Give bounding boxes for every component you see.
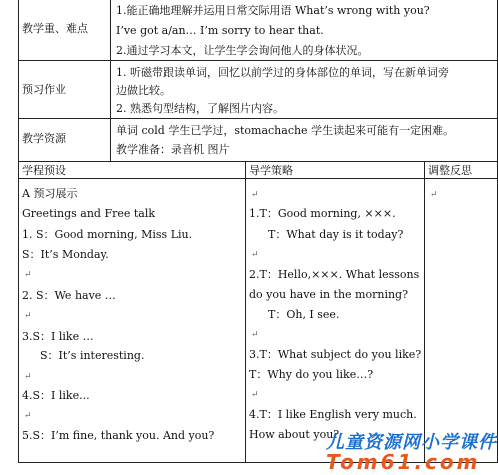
resources-line-2: 教学准备：录音机 图片 [116, 143, 230, 156]
watermark-logo [322, 426, 498, 475]
col2-line: 4.T：I like English very much. [249, 408, 417, 421]
key-points-line-3: 2.通过学习本文，让学生学会询问他人的身体状况。 [116, 44, 369, 57]
col1-line: 1. S：Good morning, Miss Liu. [22, 228, 193, 241]
col2-line: How about you? [249, 428, 340, 441]
table-line [18, 118, 498, 119]
col2-line: 3.T：What subject do you like? [249, 348, 422, 361]
section-heading: A 预习展示 [22, 187, 78, 200]
return-mark: ↵ [251, 330, 259, 340]
row-label-preview: 预习作业 [22, 83, 66, 96]
col1-line: 3.S：I like … [22, 330, 94, 343]
table-line [18, 0, 19, 462]
watermark-url: Tom61.com [326, 450, 481, 474]
table-line [18, 161, 498, 162]
preview-line-3: 2. 熟悉句型结构，了解图片内容。 [116, 102, 284, 115]
column-header-learning: 学程预设 [22, 164, 66, 177]
table-line [245, 161, 246, 462]
resources-line-1: 单词 cold 学生已学过，stomachache 学生读起来可能有一定困难。 [116, 124, 455, 137]
return-mark: ↵ [251, 250, 259, 260]
table-line [18, 60, 498, 61]
return-mark: ↵ [24, 270, 32, 280]
table-line [110, 0, 111, 161]
row-label-resources: 教学资源 [22, 132, 66, 145]
col2-line: T：Oh, I see. [268, 308, 340, 321]
return-mark: ↵ [24, 411, 32, 421]
column-header-reflection: 调整反思 [428, 164, 472, 177]
col1-line: 4.S：I like... [22, 389, 90, 402]
return-mark: ↵ [24, 311, 32, 321]
col1-line: S：It’s Monday. [22, 248, 109, 261]
column-header-strategy: 导学策略 [249, 164, 293, 177]
col1-line: Greetings and Free talk [22, 207, 156, 220]
key-points-line-1: 1.能正确地理解并运用日常交际用语 What’s wrong with you? [116, 4, 430, 17]
col2-line: T：What day is it today? [268, 228, 404, 241]
col2-line: T：Why do you like…? [249, 368, 374, 381]
col1-line: 5.S：I’m fine, thank you. And you? [22, 429, 215, 442]
row-label-key-points: 教学重、难点 [22, 22, 88, 35]
return-mark: ↵ [24, 372, 32, 382]
watermark-chinese: 儿童资源网小学课件 [326, 432, 497, 453]
table-line [18, 178, 498, 179]
key-points-line-2: I’ve got a/an… I’m sorry to hear that. [116, 24, 324, 37]
return-mark: ↵ [430, 190, 438, 200]
preview-line-2: 边做比较。 [116, 84, 171, 97]
col2-line: 2.T：Hello,×××. What lessons [249, 268, 420, 281]
col1-line: 2. S：We have … [22, 289, 116, 302]
return-mark: ↵ [251, 390, 259, 400]
preview-line-1: 1. 听磁带跟读单词，回忆以前学过的身体部位的单词，写在新单词旁 [116, 66, 449, 79]
table-line [424, 161, 425, 462]
return-mark: ↵ [251, 190, 259, 200]
col2-line: 1.T：Good morning, ×××. [249, 207, 396, 220]
col2-line: do you have in the morning? [249, 288, 408, 301]
col1-line: S：It’s interesting. [40, 349, 145, 362]
